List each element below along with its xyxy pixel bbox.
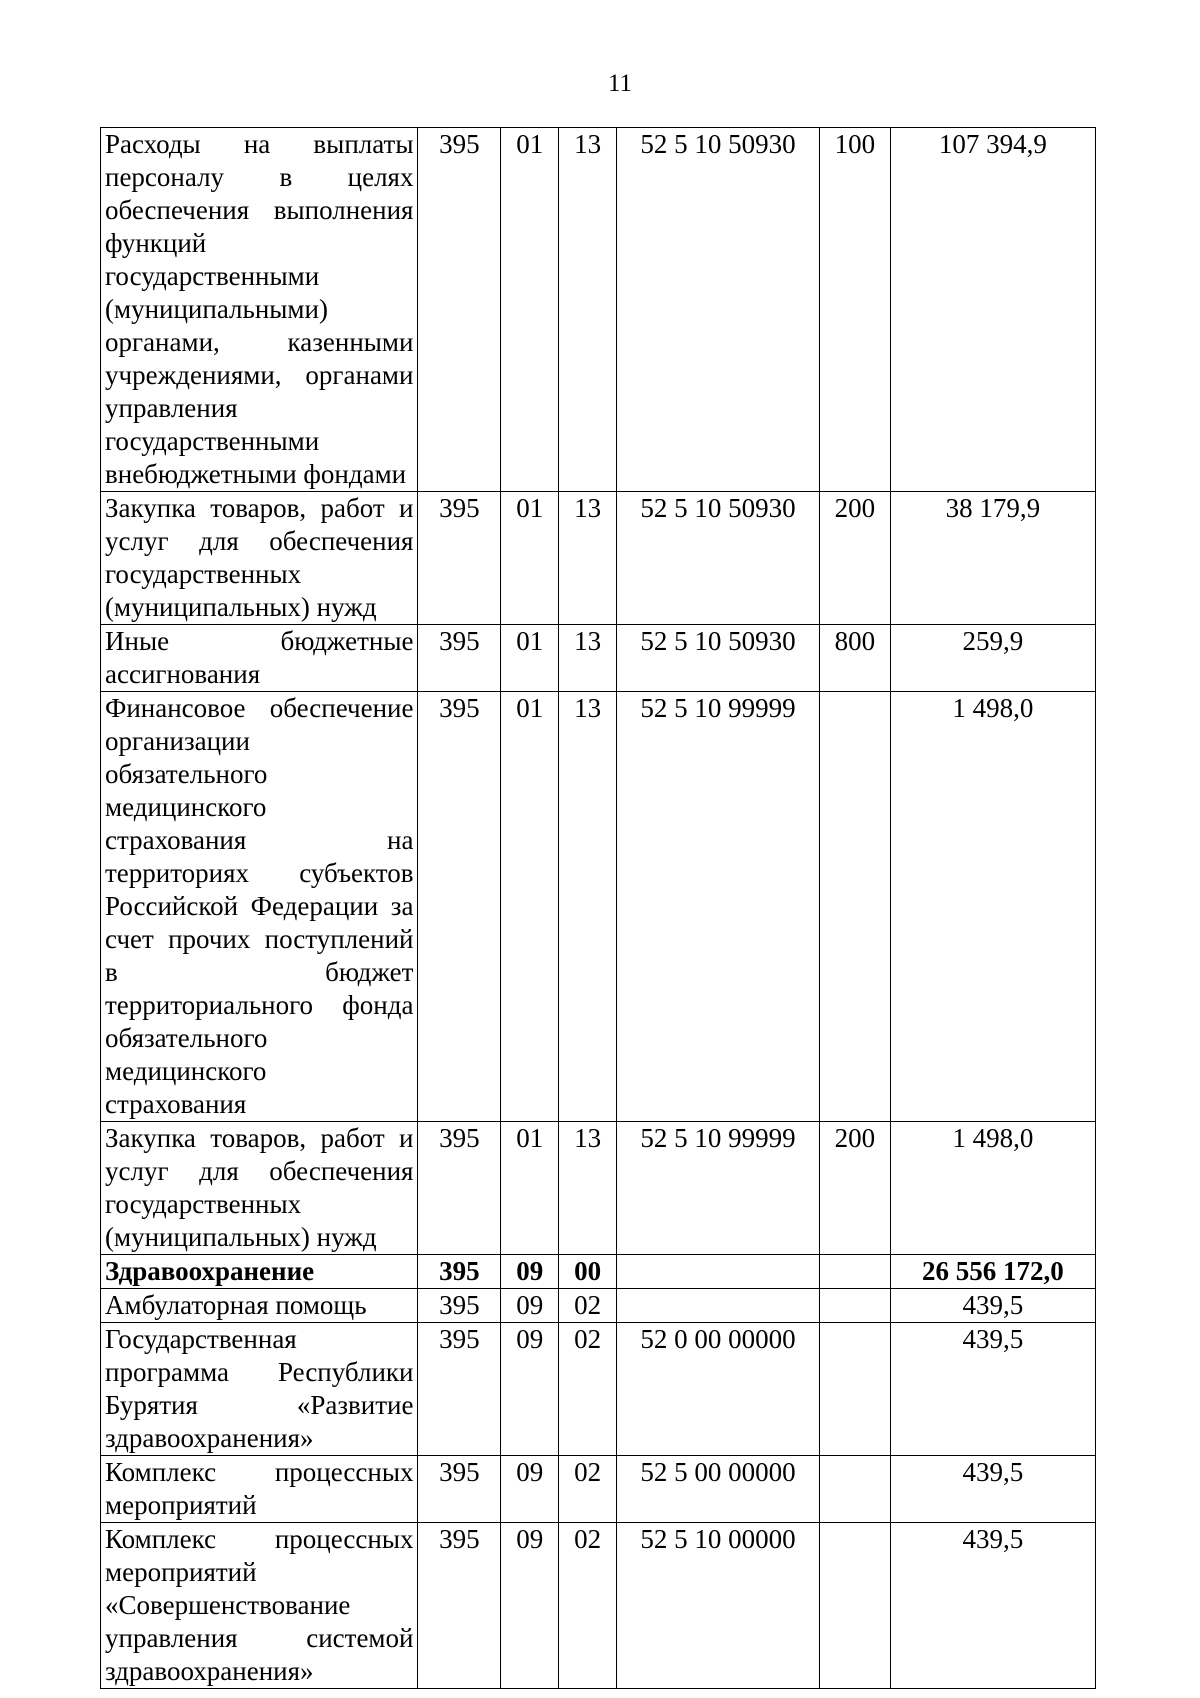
row-csr-cell: 52 0 00 00000 xyxy=(617,1323,820,1456)
row-pr-cell: 02 xyxy=(559,1523,617,1689)
row-rz-cell: 09 xyxy=(501,1456,559,1523)
table-row xyxy=(101,1255,1096,1289)
row-name-cell: Закупка товаров, работ и услуг для обеспечения государственных (муниципальных) нужд xyxy=(101,492,418,625)
row-ved-cell: 395 xyxy=(418,1122,501,1255)
row-pr-cell: 13 xyxy=(559,492,617,625)
table-row xyxy=(101,128,1096,492)
page-number: 11 xyxy=(607,70,633,97)
row-ved-cell: 395 xyxy=(418,128,501,492)
row-csr-cell: 52 5 10 50930 xyxy=(617,128,820,492)
table-row xyxy=(101,492,1096,625)
row-csr-cell: 52 5 10 99999 xyxy=(617,692,820,1122)
row-pr-cell: 13 xyxy=(559,692,617,1122)
table-body xyxy=(101,128,1096,1689)
budget-table xyxy=(100,127,1096,1689)
row-name-cell: Здравоохранение xyxy=(101,1255,418,1289)
row-rz-cell: 01 xyxy=(501,625,559,692)
row-csr-cell xyxy=(617,1255,820,1289)
row-name-cell: Амбулаторная помощь xyxy=(101,1289,418,1323)
row-vr-cell xyxy=(819,692,890,1122)
row-ved-cell: 395 xyxy=(418,1289,501,1323)
row-name-cell: Иные бюджетные ассигнования xyxy=(101,625,418,692)
row-sum-cell: 1 498,0 xyxy=(890,692,1095,1122)
row-sum-cell: 439,5 xyxy=(890,1323,1095,1456)
row-vr-cell xyxy=(819,1255,890,1289)
row-vr-cell: 800 xyxy=(819,625,890,692)
table-row xyxy=(101,1523,1096,1689)
row-vr-cell xyxy=(819,1456,890,1523)
row-rz-cell: 09 xyxy=(501,1523,559,1689)
row-pr-cell: 13 xyxy=(559,128,617,492)
row-ved-cell: 395 xyxy=(418,1456,501,1523)
row-sum-cell: 439,5 xyxy=(890,1289,1095,1323)
table-row xyxy=(101,625,1096,692)
row-csr-cell: 52 5 10 00000 xyxy=(617,1523,820,1689)
row-sum-cell: 439,5 xyxy=(890,1456,1095,1523)
row-csr-cell: 52 5 10 99999 xyxy=(617,1122,820,1255)
row-rz-cell: 09 xyxy=(501,1289,559,1323)
row-sum-cell: 26 556 172,0 xyxy=(890,1255,1095,1289)
row-ved-cell: 395 xyxy=(418,1523,501,1689)
row-sum-cell: 439,5 xyxy=(890,1523,1095,1689)
row-vr-cell: 100 xyxy=(819,128,890,492)
row-sum-cell: 259,9 xyxy=(890,625,1095,692)
table-row xyxy=(101,1456,1096,1523)
row-pr-cell: 02 xyxy=(559,1456,617,1523)
row-ved-cell: 395 xyxy=(418,692,501,1122)
row-rz-cell: 09 xyxy=(501,1255,559,1289)
row-csr-cell xyxy=(617,1289,820,1323)
row-vr-cell xyxy=(819,1523,890,1689)
row-rz-cell: 01 xyxy=(501,1122,559,1255)
row-pr-cell: 13 xyxy=(559,1122,617,1255)
row-pr-cell: 00 xyxy=(559,1255,617,1289)
row-vr-cell: 200 xyxy=(819,492,890,625)
row-ved-cell: 395 xyxy=(418,625,501,692)
table-row xyxy=(101,1122,1096,1255)
row-rz-cell: 01 xyxy=(501,128,559,492)
row-rz-cell: 01 xyxy=(501,492,559,625)
row-name-cell: Комплекс процессных мероприятий «Совершенствование управления системой здравоохранения» xyxy=(101,1523,418,1689)
row-vr-cell xyxy=(819,1323,890,1456)
row-vr-cell: 200 xyxy=(819,1122,890,1255)
row-pr-cell: 13 xyxy=(559,625,617,692)
row-name-cell: Комплекс процессных мероприятий xyxy=(101,1456,418,1523)
row-name-cell: Финансовое обеспечение организации обязательного медицинского страхования на территориях субъектов Российской Федерации за счет прочих поступлений в бюджет территориального фонда обязательного медицинского страхования xyxy=(101,692,418,1122)
table-row xyxy=(101,1323,1096,1456)
row-csr-cell: 52 5 00 00000 xyxy=(617,1456,820,1523)
row-ved-cell: 395 xyxy=(418,1255,501,1289)
row-name-cell: Закупка товаров, работ и услуг для обеспечения государственных (муниципальных) нужд xyxy=(101,1122,418,1255)
row-csr-cell: 52 5 10 50930 xyxy=(617,625,820,692)
row-vr-cell xyxy=(819,1289,890,1323)
row-rz-cell: 09 xyxy=(501,1323,559,1456)
table-row xyxy=(101,692,1096,1122)
row-name-cell: Государственная программа Республики Бурятия «Развитие здравоохранения» xyxy=(101,1323,418,1456)
row-name-cell: Расходы на выплаты персоналу в целях обеспечения выполнения функций государственными (муниципальными) органами, казенными учреждениями, органами управления государственными внебюджетными фондами xyxy=(101,128,418,492)
row-pr-cell: 02 xyxy=(559,1323,617,1456)
row-sum-cell: 107 394,9 xyxy=(890,128,1095,492)
table-row xyxy=(101,1289,1096,1323)
row-sum-cell: 1 498,0 xyxy=(890,1122,1095,1255)
row-ved-cell: 395 xyxy=(418,492,501,625)
row-sum-cell: 38 179,9 xyxy=(890,492,1095,625)
row-csr-cell: 52 5 10 50930 xyxy=(617,492,820,625)
row-ved-cell: 395 xyxy=(418,1323,501,1456)
row-rz-cell: 01 xyxy=(501,692,559,1122)
row-pr-cell: 02 xyxy=(559,1289,617,1323)
